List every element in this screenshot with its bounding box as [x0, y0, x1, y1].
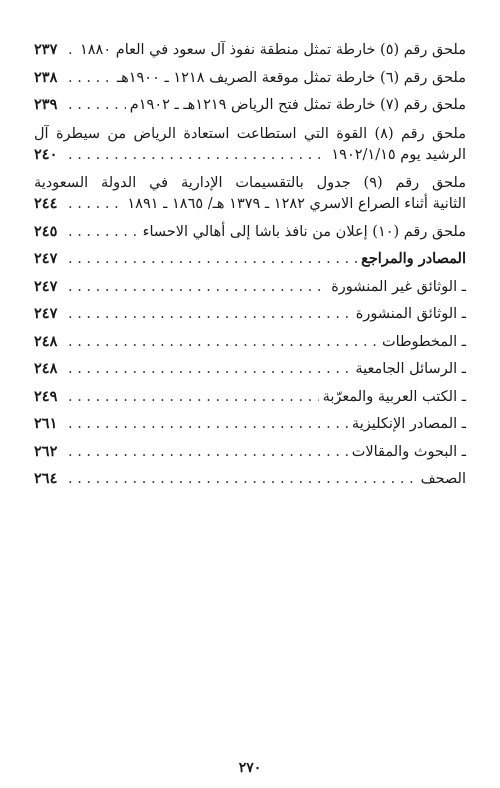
toc-page-number: ٢٤٨ [34, 360, 58, 377]
toc-entry [34, 40, 466, 60]
toc-page-number: ٢٦١ [34, 415, 58, 432]
toc-page-number: ٢٤٧ [34, 250, 58, 267]
toc-page-number: ٢٤٥ [34, 222, 58, 240]
toc-entry [34, 123, 466, 165]
toc-page-number: ٢٤٧ [34, 277, 58, 295]
leader-dots [68, 304, 352, 324]
toc-entry [34, 222, 466, 242]
toc-entry [34, 469, 466, 489]
toc-entry-title: ملحق رقم (٧) خارطة تمثل فتح الرياض ١٢١٩هـ ـ ١٩٠٢م [129, 97, 466, 113]
leader-dots [68, 145, 327, 165]
toc-page-number: ٢٦٤ [34, 470, 58, 487]
toc-entry [34, 277, 466, 297]
toc-entry-title: الرشيد يوم ١٩٠٢/١/١٥ [331, 146, 466, 163]
toc-entry-title: ملحق رقم (٦) خارطة تمثل موقعة الصريف ١٢١٨ ـ ١٩٠٠هـ [116, 69, 466, 86]
leader-dots [68, 40, 76, 60]
table-of-contents [34, 40, 466, 497]
toc-entry-title: الصحف [420, 471, 466, 487]
toc-entry-continuation [34, 145, 466, 165]
toc-entry-title: الثانية أثناء الصراع الاسري ١٢٨٢ ـ ١٣٧٩ هـ/ ١٨٦٥ ـ ١٨٩١ [127, 196, 466, 212]
leader-dots [68, 68, 113, 88]
leader-dots [68, 442, 348, 462]
toc-entry [34, 387, 466, 407]
leader-dots [68, 222, 139, 242]
toc-entry-title: ـ الوثائق غير المنشورة [331, 278, 466, 295]
toc-page-number: ٢٣٧ [34, 41, 58, 58]
toc-page-number: ٢٦٢ [34, 442, 58, 460]
toc-section-heading [34, 249, 466, 269]
toc-page-number: ٢٤٧ [34, 305, 58, 322]
toc-page-number: ٢٣٩ [34, 96, 58, 113]
leader-dots [68, 95, 126, 115]
toc-entry-title: ـ الرسائل الجامعية [355, 361, 466, 377]
leader-dots [68, 277, 327, 297]
toc-page-number: ٢٣٨ [34, 68, 58, 86]
toc-page-number: ٢٤٨ [34, 332, 58, 350]
toc-entry [34, 442, 466, 462]
leader-dots [68, 359, 351, 379]
leader-dots [68, 414, 348, 434]
toc-page-number: ٢٤٩ [34, 387, 58, 405]
toc-entry [34, 332, 466, 352]
toc-entry-title: المصادر والمراجع [361, 250, 466, 267]
toc-entry [34, 414, 466, 434]
toc-entry-title: ـ البحوث والمقالات [351, 443, 466, 460]
leader-dots [68, 332, 378, 352]
toc-entry-title: ـ الكتب العربية والمعرّبة [322, 388, 466, 405]
toc-page-number: ٢٤٠ [34, 145, 58, 163]
leader-dots [68, 194, 123, 214]
toc-entry [34, 359, 466, 379]
toc-entry-title: ـ الوثائق المنشورة [355, 306, 466, 322]
toc-entry [34, 304, 466, 324]
toc-entry [34, 68, 466, 88]
toc-page-number: ٢٤٤ [34, 195, 58, 212]
leader-dots [68, 469, 417, 489]
toc-entry-continuation [34, 194, 466, 214]
toc-entry-title-line1: ملحق رقم (٩) جدول بالتقسيمات الإدارية في الدولة السعودية [34, 175, 466, 191]
leader-dots [68, 249, 357, 269]
toc-entry-title: ملحق رقم (٥) خارطة تمثل منطقة نفوذ آل سعود في العام ١٨٨٠ [79, 42, 466, 58]
toc-entry-title: ـ المصادر الإنكليزية [351, 416, 466, 432]
toc-entry [34, 95, 466, 115]
toc-entry [34, 172, 466, 214]
toc-entry-title-line1: ملحق رقم (٨) القوة التي استطاعت استعادة الرياض من سيطرة آل [34, 125, 466, 142]
toc-entry-title: ـ المخطوطات [381, 333, 466, 350]
page-folio-number: ٢٧٠ [238, 760, 262, 776]
leader-dots [68, 387, 319, 407]
toc-entry-title: ملحق رقم (١٠) إعلان من نافذ باشا إلى أهالي الاحساء [142, 223, 466, 240]
